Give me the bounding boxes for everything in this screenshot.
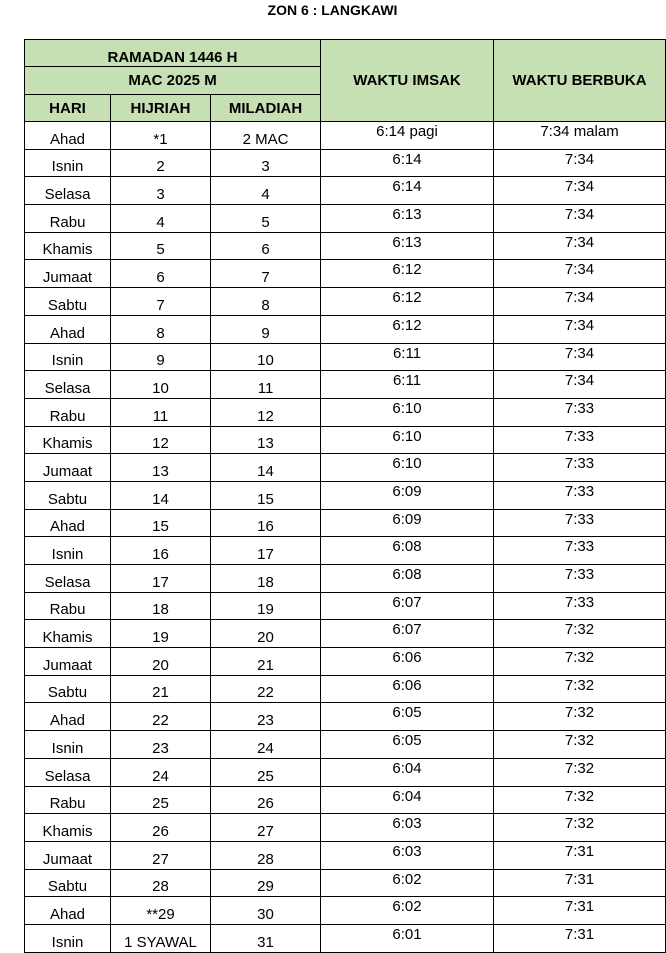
miladiah-cell: 20	[211, 620, 321, 648]
hijriah-cell: 7	[111, 288, 211, 316]
hijriah-header: HIJRIAH	[111, 95, 211, 122]
berbuka-time-cell: 7:34	[494, 288, 666, 316]
miladiah-cell: 25	[211, 758, 321, 786]
berbuka-time-cell: 7:32	[494, 814, 666, 842]
day-cell: Jumaat	[25, 454, 111, 482]
day-cell: Selasa	[25, 371, 111, 399]
berbuka-time-cell: 7:34	[494, 315, 666, 343]
miladiah-cell: 24	[211, 731, 321, 759]
hijriah-cell: 26	[111, 814, 211, 842]
table-row	[25, 371, 666, 399]
berbuka-time-cell: 7:31	[494, 841, 666, 869]
miladiah-cell: 22	[211, 675, 321, 703]
imsak-time-cell: 6:03	[321, 814, 494, 842]
hijriah-cell: 12	[111, 426, 211, 454]
imsak-time-cell: 6:04	[321, 786, 494, 814]
miladiah-cell: 31	[211, 924, 321, 952]
table-row	[25, 869, 666, 897]
imsak-time-cell: 6:09	[321, 509, 494, 537]
miladiah-cell: 30	[211, 897, 321, 925]
miladiah-cell: 2 MAC	[211, 122, 321, 150]
hijriah-cell: 2	[111, 149, 211, 177]
day-cell: Jumaat	[25, 260, 111, 288]
day-cell: Sabtu	[25, 869, 111, 897]
miladiah-cell: 3	[211, 149, 321, 177]
table-row	[25, 343, 666, 371]
day-cell: Jumaat	[25, 841, 111, 869]
table-row	[25, 454, 666, 482]
berbuka-time-cell: 7:32	[494, 648, 666, 676]
miladiah-cell: 14	[211, 454, 321, 482]
table-row	[25, 814, 666, 842]
berbuka-time-cell: 7:34 malam	[494, 122, 666, 150]
table-row	[25, 122, 666, 150]
miladiah-cell: 10	[211, 343, 321, 371]
miladiah-cell: 19	[211, 592, 321, 620]
imsak-time-cell: 6:06	[321, 648, 494, 676]
berbuka-time-cell: 7:33	[494, 454, 666, 482]
table-row	[25, 897, 666, 925]
hijriah-cell: 5	[111, 232, 211, 260]
day-cell: Selasa	[25, 565, 111, 593]
table-row	[25, 565, 666, 593]
table-row	[25, 703, 666, 731]
miladiah-cell: 8	[211, 288, 321, 316]
berbuka-time-cell: 7:32	[494, 703, 666, 731]
table-row	[25, 177, 666, 205]
imsak-time-cell: 6:13	[321, 232, 494, 260]
miladiah-cell: 4	[211, 177, 321, 205]
day-cell: Rabu	[25, 592, 111, 620]
berbuka-time-cell: 7:31	[494, 924, 666, 952]
berbuka-time-cell: 7:33	[494, 537, 666, 565]
table-row	[25, 758, 666, 786]
day-cell: Sabtu	[25, 288, 111, 316]
hijriah-cell: 23	[111, 731, 211, 759]
hijriah-cell: 22	[111, 703, 211, 731]
berbuka-time-cell: 7:34	[494, 232, 666, 260]
imsak-time-cell: 6:14	[321, 149, 494, 177]
prayer-times-table	[24, 39, 666, 953]
table-row	[25, 315, 666, 343]
imsak-time-cell: 6:06	[321, 675, 494, 703]
day-cell: Rabu	[25, 786, 111, 814]
imsak-time-cell: 6:10	[321, 426, 494, 454]
berbuka-time-cell: 7:33	[494, 565, 666, 593]
hijriah-cell: 4	[111, 205, 211, 233]
miladiah-cell: 6	[211, 232, 321, 260]
day-cell: Ahad	[25, 315, 111, 343]
imsak-time-cell: 6:02	[321, 869, 494, 897]
berbuka-time-cell: 7:32	[494, 620, 666, 648]
imsak-time-cell: 6:11	[321, 343, 494, 371]
miladiah-cell: 28	[211, 841, 321, 869]
miladiah-cell: 12	[211, 398, 321, 426]
day-cell: Isnin	[25, 343, 111, 371]
hijriah-cell: 3	[111, 177, 211, 205]
hijriah-cell: 17	[111, 565, 211, 593]
berbuka-time-cell: 7:32	[494, 786, 666, 814]
miladiah-cell: 18	[211, 565, 321, 593]
hijriah-cell: 19	[111, 620, 211, 648]
berbuka-time-cell: 7:31	[494, 897, 666, 925]
miladiah-cell: 7	[211, 260, 321, 288]
table-row	[25, 648, 666, 676]
berbuka-time-cell: 7:34	[494, 371, 666, 399]
imsak-time-cell: 6:07	[321, 620, 494, 648]
berbuka-time-cell: 7:32	[494, 675, 666, 703]
hijriah-cell: 6	[111, 260, 211, 288]
table-row	[25, 426, 666, 454]
hijriah-cell: 18	[111, 592, 211, 620]
day-cell: Ahad	[25, 897, 111, 925]
hijriah-cell: 25	[111, 786, 211, 814]
miladiah-cell: 13	[211, 426, 321, 454]
imsak-time-cell: 6:12	[321, 260, 494, 288]
day-cell: Ahad	[25, 703, 111, 731]
day-cell: Sabtu	[25, 675, 111, 703]
day-cell: Ahad	[25, 509, 111, 537]
day-cell: Khamis	[25, 620, 111, 648]
table-row	[25, 481, 666, 509]
page-title: ZON 6 : LANGKAWI	[267, 2, 398, 18]
hijriah-cell: 9	[111, 343, 211, 371]
miladiah-cell: 5	[211, 205, 321, 233]
imsak-time-cell: 6:08	[321, 537, 494, 565]
day-cell: Khamis	[25, 426, 111, 454]
day-cell: Isnin	[25, 537, 111, 565]
imsak-time-cell: 6:12	[321, 315, 494, 343]
day-cell: Jumaat	[25, 648, 111, 676]
imsak-time-cell: 6:02	[321, 897, 494, 925]
hijriah-cell: **29	[111, 897, 211, 925]
imsak-time-cell: 6:08	[321, 565, 494, 593]
imsak-time-cell: 6:10	[321, 398, 494, 426]
imsak-time-cell: 6:03	[321, 841, 494, 869]
imsak-time-cell: 6:12	[321, 288, 494, 316]
hijriah-cell: 10	[111, 371, 211, 399]
table-row	[25, 537, 666, 565]
table-row	[25, 149, 666, 177]
hijriah-cell: 11	[111, 398, 211, 426]
hijriah-cell: 1 SYAWAL	[111, 924, 211, 952]
berbuka-time-cell: 7:34	[494, 343, 666, 371]
imsak-time-cell: 6:07	[321, 592, 494, 620]
hijriah-cell: 20	[111, 648, 211, 676]
day-cell: Isnin	[25, 924, 111, 952]
berbuka-time-cell: 7:33	[494, 592, 666, 620]
table-row	[25, 205, 666, 233]
day-cell: Sabtu	[25, 481, 111, 509]
imsak-time-cell: 6:04	[321, 758, 494, 786]
hijriah-cell: 8	[111, 315, 211, 343]
day-cell: Selasa	[25, 177, 111, 205]
month-header: MAC 2025 M	[25, 67, 321, 95]
hijriah-cell: 28	[111, 869, 211, 897]
miladiah-cell: 17	[211, 537, 321, 565]
day-cell: Isnin	[25, 731, 111, 759]
imsak-time-cell: 6:14	[321, 177, 494, 205]
hijriah-cell: 21	[111, 675, 211, 703]
day-cell: Rabu	[25, 398, 111, 426]
imsak-time-cell: 6:10	[321, 454, 494, 482]
berbuka-time-cell: 7:33	[494, 481, 666, 509]
table-row	[25, 509, 666, 537]
berbuka-time-cell: 7:33	[494, 398, 666, 426]
hijriah-cell: *1	[111, 122, 211, 150]
table-row	[25, 620, 666, 648]
table-row	[25, 288, 666, 316]
miladiah-header: MILADIAH	[211, 95, 321, 122]
berbuka-time-cell: 7:31	[494, 869, 666, 897]
hijriah-cell: 27	[111, 841, 211, 869]
waktu-berbuka-header: WAKTU BERBUKA	[494, 40, 666, 122]
table-row	[25, 398, 666, 426]
table-row	[25, 731, 666, 759]
table-body	[25, 122, 666, 953]
berbuka-time-cell: 7:34	[494, 205, 666, 233]
imsak-time-cell: 6:01	[321, 924, 494, 952]
miladiah-cell: 15	[211, 481, 321, 509]
table-row	[25, 924, 666, 952]
hijriah-cell: 24	[111, 758, 211, 786]
table-row	[25, 592, 666, 620]
hijriah-cell: 14	[111, 481, 211, 509]
miladiah-cell: 9	[211, 315, 321, 343]
imsak-time-cell: 6:13	[321, 205, 494, 233]
berbuka-time-cell: 7:32	[494, 731, 666, 759]
miladiah-cell: 11	[211, 371, 321, 399]
day-cell: Isnin	[25, 149, 111, 177]
table-row	[25, 841, 666, 869]
imsak-time-cell: 6:05	[321, 731, 494, 759]
hijriah-cell: 15	[111, 509, 211, 537]
berbuka-time-cell: 7:33	[494, 426, 666, 454]
day-cell: Khamis	[25, 814, 111, 842]
miladiah-cell: 23	[211, 703, 321, 731]
table-row	[25, 260, 666, 288]
day-cell: Rabu	[25, 205, 111, 233]
day-cell: Selasa	[25, 758, 111, 786]
ramadan-header: RAMADAN 1446 H	[25, 40, 321, 67]
miladiah-cell: 16	[211, 509, 321, 537]
hijriah-cell: 16	[111, 537, 211, 565]
table-row	[25, 675, 666, 703]
imsak-time-cell: 6:14 pagi	[321, 122, 494, 150]
table-row	[25, 232, 666, 260]
imsak-time-cell: 6:11	[321, 371, 494, 399]
hari-header: HARI	[25, 95, 111, 122]
day-cell: Khamis	[25, 232, 111, 260]
imsak-time-cell: 6:09	[321, 481, 494, 509]
berbuka-time-cell: 7:32	[494, 758, 666, 786]
miladiah-cell: 21	[211, 648, 321, 676]
hijriah-cell: 13	[111, 454, 211, 482]
waktu-imsak-header: WAKTU IMSAK	[321, 40, 494, 122]
day-cell: Ahad	[25, 122, 111, 150]
berbuka-time-cell: 7:34	[494, 260, 666, 288]
miladiah-cell: 27	[211, 814, 321, 842]
table-row	[25, 786, 666, 814]
berbuka-time-cell: 7:34	[494, 149, 666, 177]
imsak-time-cell: 6:05	[321, 703, 494, 731]
miladiah-cell: 29	[211, 869, 321, 897]
berbuka-time-cell: 7:33	[494, 509, 666, 537]
berbuka-time-cell: 7:34	[494, 177, 666, 205]
miladiah-cell: 26	[211, 786, 321, 814]
